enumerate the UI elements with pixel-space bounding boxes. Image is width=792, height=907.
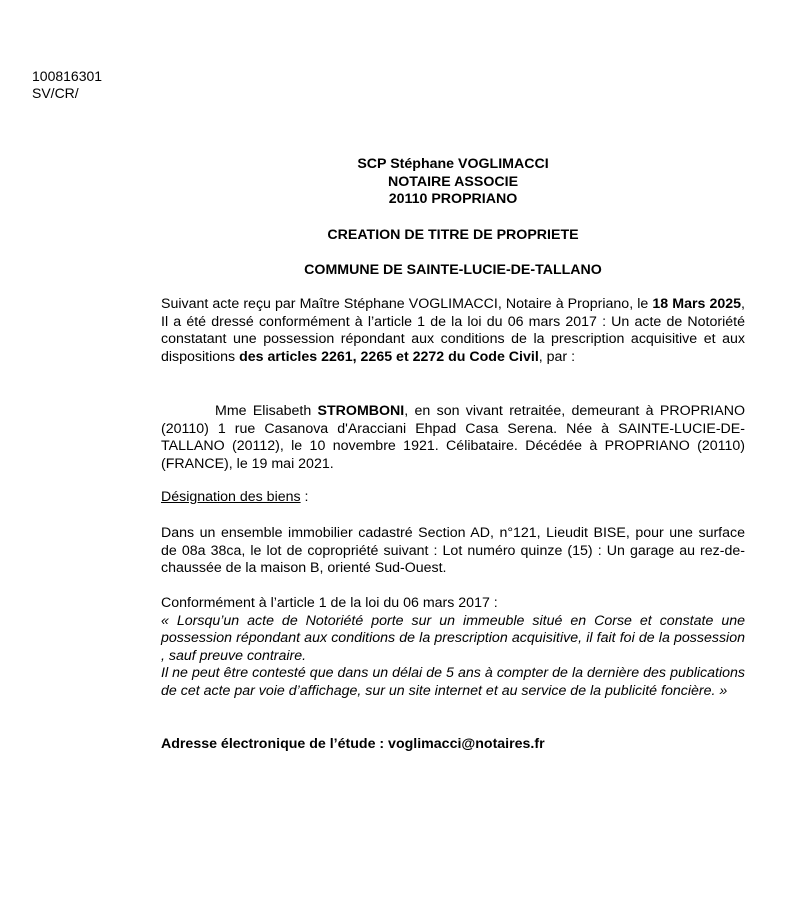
law-intro: Conformément à l’article 1 de la loi du 06 mars 2017 : bbox=[161, 595, 498, 611]
person-text-2: , en son vivant retraitée, demeurant à PROPRIANO (20110) 1 rue Casanova d'Aracciani Ehpad Casa Serena. Née à SAINTE-LUCIE-DE-TALLANO (20112), le 10 novembre 1921. Célibataire. Décédée à PROPRIANO (20110) (FRANCE), le 19 mai 2021. bbox=[161, 403, 745, 472]
reference-number: 100816301 bbox=[32, 68, 103, 84]
contact-email-line: Adresse électronique de l’étude : voglimacci@notaires.fr bbox=[161, 736, 545, 752]
law-quote-1: « Lorsqu’un acte de Notoriété porte sur un immeuble situé en Corse et constate une possession répondant aux conditions de la prescription acquisitive, il fait foi de la possession , sauf preuve contraire. bbox=[161, 612, 745, 664]
designation-heading bbox=[161, 489, 745, 507]
intro-articles: des articles 2261, 2265 et 2272 du Code Civil bbox=[239, 348, 539, 365]
intro-date: 18 Mars 2025 bbox=[652, 296, 742, 312]
person-surname: STROMBONI bbox=[317, 403, 405, 419]
lot-paragraph: Dans un ensemble immobilier cadastré Section AD, n°121, Lieudit BISE, pour une surface de 08a 38ca, le lot de copropriété suivant : Lot numéro quinze (15) : Un garage au rez-de-chaussée de la maison B, orienté Sud-Ouest. bbox=[161, 525, 745, 577]
intro-text-1: Suivant acte reçu par Maître Stéphane VOGLIMACCI, Notaire à Propriano, le bbox=[161, 296, 653, 312]
intro-text-3: , par : bbox=[538, 348, 576, 365]
person-text-1: Mme Elisabeth bbox=[215, 403, 318, 419]
person-paragraph bbox=[161, 403, 745, 473]
law-paragraph bbox=[161, 595, 745, 701]
notary-name: SCP Stéphane VOGLIMACCI bbox=[357, 156, 549, 172]
document-title: CREATION DE TITRE DE PROPRIETE bbox=[327, 227, 579, 243]
intro-text-2: , Il a été dressé conformément à l’article 1 de la loi du 06 mars 2017 : Un acte de Notoriété constatant une possession répondant aux conditions de la prescription acquisitive et aux dispositions bbox=[161, 296, 745, 365]
notary-city: 20110 PROPRIANO bbox=[388, 191, 518, 208]
designation-label: Désignation des biens bbox=[161, 489, 301, 505]
commune-title: COMMUNE DE SAINTE-LUCIE-DE-TALLANO bbox=[304, 262, 602, 278]
notary-header bbox=[161, 156, 745, 209]
law-quote-2: Il ne peut être contesté que dans un délai de 5 ans à compter de la dernière des publications de cet acte par voie d’affichage, sur un site internet et au service de la publicité foncière. » bbox=[161, 665, 745, 699]
designation-suffix: : bbox=[300, 489, 309, 505]
notary-title: NOTAIRE ASSOCIE bbox=[387, 173, 519, 190]
intro-paragraph bbox=[161, 296, 745, 366]
reference-block bbox=[32, 68, 102, 102]
reference-initials: SV/CR/ bbox=[32, 85, 79, 101]
